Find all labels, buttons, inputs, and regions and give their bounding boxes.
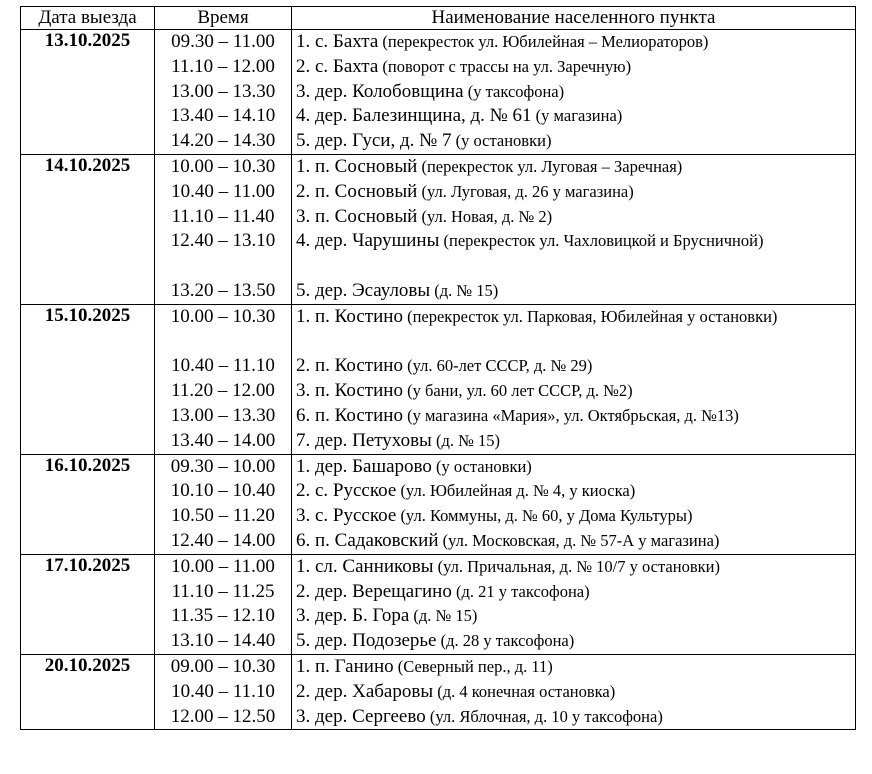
stop-location-detail: (перекресток ул. Парковая, Юбилейная у остановки)	[402, 306, 778, 326]
time-slot: 10.00 – 11.00	[171, 555, 275, 577]
departure-date: 13.10.2025	[21, 30, 155, 155]
stop-entry	[292, 104, 855, 129]
time-slot: 13.40 – 14.00	[170, 429, 276, 451]
time-slot: 10.00 – 10.30	[170, 155, 276, 177]
stop-location-detail: (у остановки)	[451, 131, 552, 151]
stop-entry	[292, 705, 855, 730]
departure-date: 14.10.2025	[21, 154, 155, 304]
stop-entry	[292, 429, 855, 454]
stop-entry	[292, 80, 855, 105]
stop-name: 2. дер. Хабаровы	[296, 680, 434, 702]
time-slot: 10.10 – 10.40	[170, 480, 276, 502]
stop-name: 1. п. Ганино	[296, 655, 394, 677]
stop-location-detail: (д. 28 у таксофона)	[436, 631, 575, 651]
time-slot: 09.30 – 10.00	[170, 455, 276, 477]
time-slot: 10.40 – 11.10	[171, 680, 275, 702]
stop-location-detail: (перекресток ул. Луговая – Заречная)	[417, 156, 683, 176]
stop-name: 3. с. Русское	[296, 505, 397, 527]
stop-name: 5. дер. Гуси, д. № 7	[296, 130, 452, 152]
stop-name: 1. сл. Санниковы	[296, 555, 434, 577]
date-group-row	[21, 554, 856, 654]
time-list	[155, 30, 292, 155]
date-group-row	[21, 454, 856, 554]
stop-name: 3. дер. Б. Гора	[296, 605, 410, 627]
departure-date: 20.10.2025	[21, 654, 155, 729]
stop-name: 4. дер. Балезинщина, д. № 61	[296, 105, 532, 127]
stop-location-detail: (ул. Московская, д. № 57-А у магазина)	[438, 530, 720, 550]
stop-name: 2. п. Сосновый	[296, 180, 418, 202]
stop-name: 6. п. Костино	[296, 404, 403, 426]
stop-name: 1. дер. Башарово	[296, 455, 432, 477]
time-slot: 12.40 – 14.00	[170, 529, 276, 551]
stop-name: 2. п. Костино	[296, 355, 403, 377]
stop-entry	[292, 30, 855, 55]
date-group-row	[21, 30, 856, 155]
stop-entry	[292, 455, 855, 480]
time-slot: 13.20 – 13.50	[170, 279, 276, 301]
time-list	[155, 554, 292, 654]
time-slot: 13.00 – 13.30	[170, 80, 276, 102]
stop-name: 1. с. Бахта	[296, 31, 379, 52]
time-slot: 10.50 – 11.20	[171, 505, 275, 527]
header-place: Наименование населенного пункта	[292, 7, 856, 30]
schedule-body	[21, 30, 856, 730]
stop-location-detail: (ул. Новая, д. № 2)	[417, 206, 553, 226]
stop-location-detail: (д. 4 конечная остановка)	[433, 681, 616, 701]
stop-name: 5. дер. Эсауловы	[296, 279, 431, 301]
stop-name: 1. п. Сосновый	[296, 155, 418, 177]
stop-entry	[292, 55, 855, 80]
stop-location-detail: (д. № 15)	[409, 606, 478, 626]
time-slot: 12.00 – 12.50	[170, 705, 276, 727]
stop-entry	[292, 155, 855, 180]
header-date: Дата выезда	[21, 7, 155, 30]
departure-date: 16.10.2025	[21, 454, 155, 554]
stop-location-detail: (ул. Яблочная, д. 10 у таксофона)	[425, 706, 663, 726]
time-slot: 11.10 – 12.00	[171, 55, 275, 77]
stop-location-detail: (д. № 15)	[431, 430, 500, 450]
stop-name: 5. дер. Подозерье	[296, 630, 437, 652]
stop-entry	[292, 305, 855, 355]
time-slot: 12.40 – 13.10	[170, 230, 276, 252]
place-list	[292, 454, 856, 554]
time-slot: 14.20 – 14.30	[170, 130, 276, 152]
stop-location-detail: (ул. Причальная, д. № 10/7 у остановки)	[433, 556, 720, 576]
stop-name: 4. дер. Чарушины	[296, 230, 440, 252]
stop-entry	[292, 680, 855, 705]
stop-entry	[292, 655, 855, 680]
time-list	[155, 654, 292, 729]
time-slot: 13.00 – 13.30	[170, 404, 276, 426]
stop-entry	[292, 379, 855, 404]
stop-name: 1. п. Костино	[296, 305, 403, 327]
stop-location-detail: (ул. Юбилейная д. № 4, у киоска)	[396, 481, 636, 501]
stop-entry	[292, 504, 855, 529]
stop-location-detail: (у бани, ул. 60 лет СССР, д. №2)	[402, 381, 633, 401]
place-list	[292, 554, 856, 654]
stop-entry	[292, 479, 855, 504]
stop-location-detail: (ул. Луговая, д. 26 у магазина)	[417, 181, 634, 201]
stop-entry	[292, 354, 855, 379]
time-slot: 10.40 – 11.10	[171, 355, 275, 377]
time-slot: 09.30 – 11.00	[171, 31, 275, 52]
stop-location-detail: (у магазина «Мария», ул. Октябрьская, д. №13)	[402, 405, 739, 425]
departure-date: 15.10.2025	[21, 304, 155, 454]
time-slot: 11.10 – 11.40	[171, 205, 275, 227]
stop-entry	[292, 555, 855, 580]
stop-name: 3. дер. Сергеево	[296, 705, 426, 727]
stop-entry	[292, 180, 855, 205]
stop-name: 7. дер. Петуховы	[296, 429, 432, 451]
place-list	[292, 154, 856, 304]
stop-location-detail: (ул. Коммуны, д. № 60, у Дома Культуры)	[396, 506, 693, 526]
stop-location-detail: (у магазина)	[531, 106, 623, 126]
stop-entry	[292, 404, 855, 429]
time-slot: 11.10 – 11.25	[171, 580, 275, 602]
place-list	[292, 304, 856, 454]
stop-location-detail: (перекресток ул. Чахловицкой и Брусничной)	[439, 231, 764, 251]
time-slot: 10.40 – 11.00	[171, 180, 275, 202]
stop-location-detail: (д. № 15)	[430, 280, 499, 300]
stop-location-detail: (Северный пер., д. 11)	[393, 656, 553, 676]
place-list	[292, 30, 856, 155]
stop-location-detail: (ул. 60-лет СССР, д. № 29)	[402, 356, 593, 376]
time-list	[155, 304, 292, 454]
time-slot: 10.00 – 10.30	[170, 305, 276, 327]
time-slot: 11.35 – 12.10	[171, 605, 275, 627]
place-list	[292, 654, 856, 729]
time-slot: 13.10 – 14.40	[170, 630, 276, 652]
schedule-table	[20, 6, 856, 730]
stop-location-detail: (у остановки)	[431, 456, 532, 476]
stop-entry	[292, 580, 855, 605]
stop-entry	[292, 229, 855, 279]
time-slot: 09.00 – 10.30	[170, 655, 276, 677]
stop-entry	[292, 529, 855, 554]
stop-location-detail: (поворот с трассы на ул. Заречную)	[378, 56, 632, 76]
header-time: Время	[155, 7, 292, 30]
stop-entry	[292, 604, 855, 629]
header-row	[21, 7, 856, 30]
stop-location-detail: (перекресток ул. Юбилейная – Мелиораторов)	[378, 32, 709, 51]
date-group-row	[21, 304, 856, 454]
stop-entry	[292, 629, 855, 654]
time-list	[155, 154, 292, 304]
time-slot: 13.40 – 14.10	[170, 105, 276, 127]
stop-name: 3. п. Костино	[296, 380, 403, 402]
time-slot: 11.20 – 12.00	[171, 380, 275, 402]
stop-location-detail: (у таксофона)	[463, 81, 565, 101]
stop-name: 3. дер. Колобовщина	[296, 80, 464, 102]
stop-entry	[292, 279, 855, 304]
date-group-row	[21, 654, 856, 729]
stop-name: 6. п. Садаковский	[296, 529, 439, 551]
date-group-row	[21, 154, 856, 304]
stop-location-detail: (д. 21 у таксофона)	[451, 581, 590, 601]
stop-name: 2. дер. Верещагино	[296, 580, 452, 602]
stop-name: 2. с. Бахта	[296, 55, 379, 77]
time-list	[155, 454, 292, 554]
stop-entry	[292, 205, 855, 230]
stop-name: 3. п. Сосновый	[296, 205, 418, 227]
stop-entry	[292, 129, 855, 154]
stop-name: 2. с. Русское	[296, 480, 397, 502]
departure-date: 17.10.2025	[21, 554, 155, 654]
